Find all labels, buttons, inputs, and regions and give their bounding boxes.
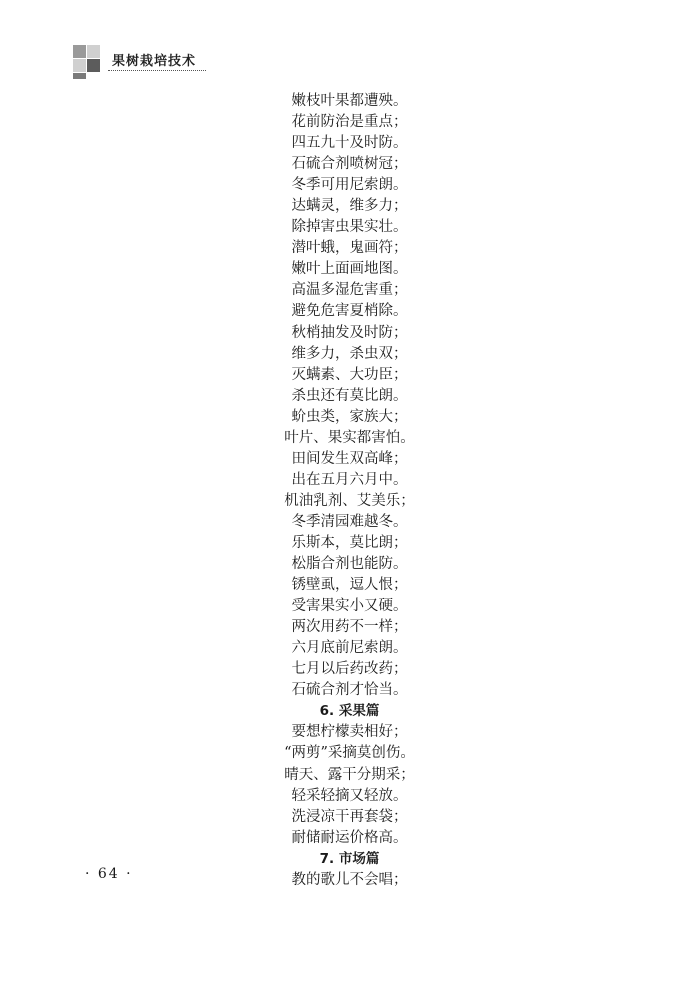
verse-line: 耐储耐运价格高。 [291,829,408,846]
verse-line: 维多力，杀虫双； [291,345,408,362]
verse-line: 石硫合剂才恰当。 [291,682,408,699]
verse-line: 花前防治是重点； [291,114,408,131]
logo-square [87,45,100,58]
verse-line: 四五九十及时防。 [291,135,408,152]
verse-line: 石硫合剂喷树冠； [291,156,408,173]
verse-line: 要想柠檬卖相好； [291,724,408,741]
verse-line: 叶片、果实都害怕。 [284,429,415,446]
verse-line: 冬季可用尼索朗。 [291,177,408,194]
verse-line: 乐斯本，莫比朗； [291,534,408,551]
verse-line: 洗浸凉干再套袋； [291,808,408,825]
verse-line: 六月底前尼索朗。 [291,640,408,657]
verse-line: 出在五月六月中。 [291,471,408,488]
verse-line: 锈壁虱，逗人恨； [291,577,408,594]
verse-line: 轻采轻摘又轻放。 [291,787,408,804]
logo-square [73,45,86,58]
verse-line: 秋梢抽发及时防； [291,324,408,341]
section-heading: 6. 采果篇 [319,703,380,720]
logo-square [73,73,86,79]
verse-line: 松脂合剂也能防。 [291,556,408,573]
poem-body [0,91,699,891]
verse-line: 机油乳剂、艾美乐； [284,492,415,509]
verse-line: 教的歌儿不会唱； [291,871,408,888]
verse-line: 高温多湿危害重； [291,282,408,299]
verse-line: 灭螨素、大功臣； [291,366,408,383]
verse-line: 两次用药不一样； [291,619,408,636]
verse-line: 潜叶蛾，鬼画符； [291,240,408,257]
verse-line: 避免危害夏梢除。 [291,303,408,320]
header-dotted-rule [108,70,206,71]
verse-line: 七月以后药改药； [291,661,408,678]
verse-line: 晴天、露干分期采； [284,766,415,783]
page-number: · 64 · [85,866,133,882]
verse-line: 杀虫还有莫比朗。 [291,387,408,404]
verse-line: 受害果实小又硬。 [291,598,408,615]
verse-line: 蚧虫类，家族大； [291,408,408,425]
verse-line: 达螨灵，维多力； [291,198,408,215]
verse-line: 冬季清园难越冬。 [291,513,408,530]
logo-square [87,59,100,72]
logo-square [73,59,86,72]
verse-line: “两剪”采摘莫创伤。 [284,745,415,762]
verse-line: 田间发生双高峰； [291,450,408,467]
verse-line: 嫩枝叶果都遭殃。 [291,93,408,109]
header-checker-logo [73,45,101,79]
section-heading: 7. 市场篇 [319,850,380,867]
verse-line: 除掉害虫果实壮。 [291,219,408,236]
running-header-title: 果树栽培技术 [112,54,197,69]
verse-line: 嫩叶上面画地图。 [291,261,408,278]
